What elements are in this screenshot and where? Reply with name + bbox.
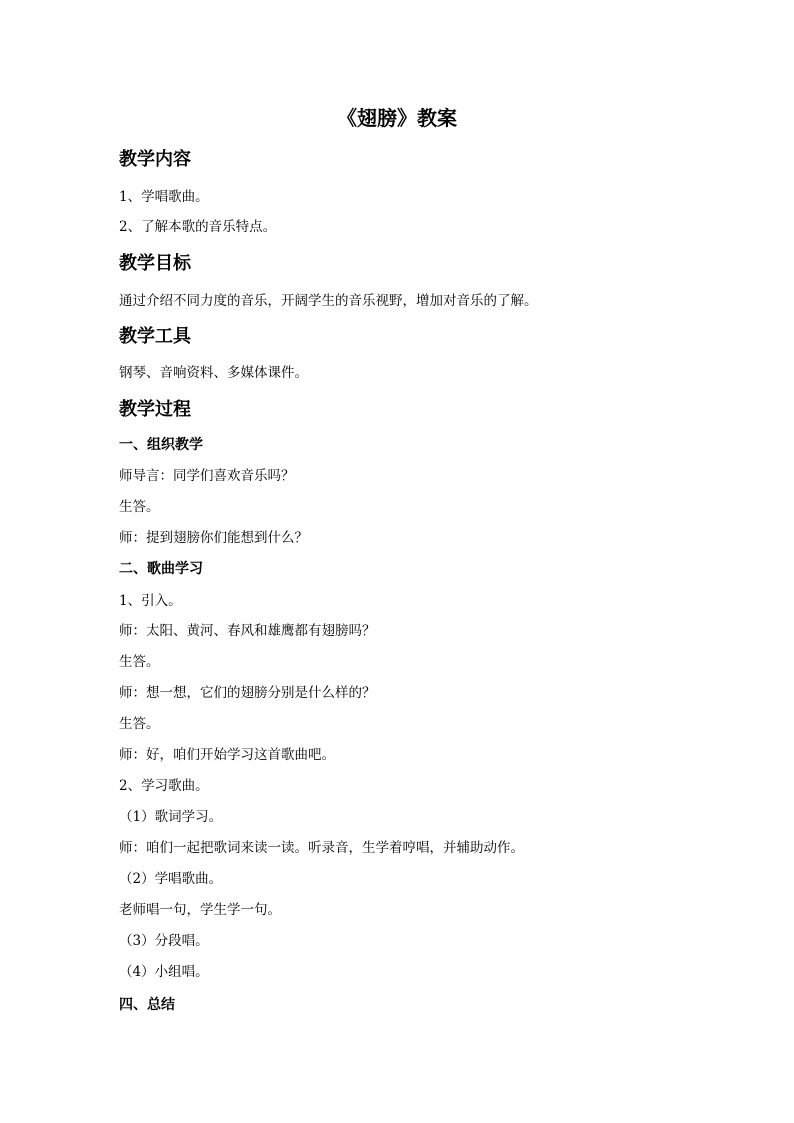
goal-line-1: 通过介绍不同力度的音乐，开阔学生的音乐视野，增加对音乐的了解。 [119,293,538,309]
heading-part-1: 一、组织教学 [119,437,203,453]
content-line-1: 1、学唱歌曲。 [119,189,209,205]
heading-teaching-content: 教学内容 [119,149,191,170]
heading-part-4: 四、总结 [119,997,175,1013]
part2-line-6: 师：好，咱们开始学习这首歌曲吧。 [119,747,335,763]
heading-part-2: 二、歌曲学习 [119,561,203,577]
part2-line-10: （2）学唱歌曲。 [119,871,223,887]
part2-line-8: （1）歌词学习。 [119,809,223,825]
heading-teaching-process: 教学过程 [119,399,191,420]
part2-line-4: 师：想一想，它们的翅膀分别是什么样的？ [119,685,376,701]
part1-line-3: 师：提到翅膀你们能想到什么？ [119,530,308,546]
part2-line-5: 生答。 [119,716,160,732]
part2-line-2: 师：太阳、黄河、春风和雄鹰都有翅膀吗？ [119,623,376,639]
part2-line-7: 2、学习歌曲。 [119,778,209,794]
part1-line-1: 师导言：同学们喜欢音乐吗？ [119,468,295,484]
part2-line-11: 老师唱一句，学生学一句。 [119,902,281,918]
part2-line-1: 1、引入。 [119,593,182,609]
part1-line-2: 生答。 [119,499,160,515]
content-line-2: 2、了解本歌的音乐特点。 [119,219,277,235]
part2-line-3: 生答。 [119,654,160,670]
document-title: 《翅膀》教案 [337,106,457,130]
part2-line-13: （4）小组唱。 [119,964,209,980]
part2-line-12: （3）分段唱。 [119,933,209,949]
heading-teaching-tools: 教学工具 [119,326,191,347]
tools-line-1: 钢琴、音响资料、多媒体课件。 [119,365,308,381]
heading-teaching-goal: 教学目标 [119,253,191,274]
part2-line-9: 师：咱们一起把歌词来读一读。听录音，生学着哼唱，并辅助动作。 [119,840,524,856]
